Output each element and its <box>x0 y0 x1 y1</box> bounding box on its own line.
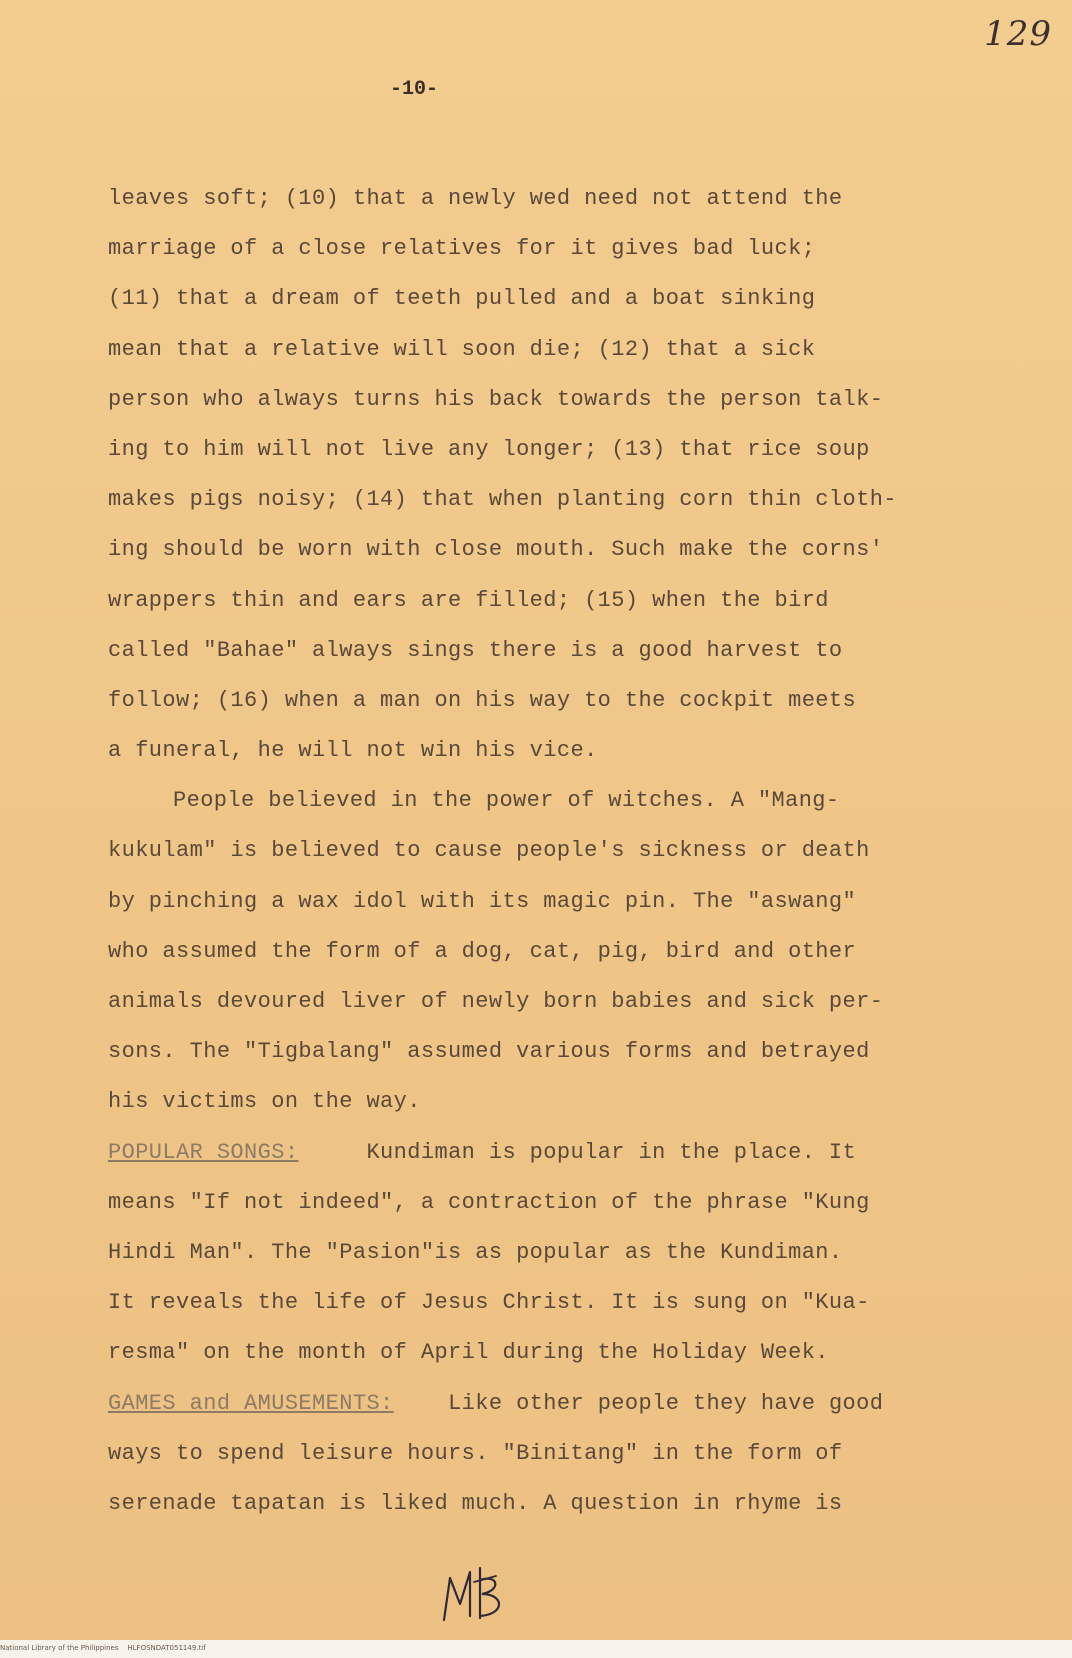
section-line-popular-songs <box>108 1128 978 1178</box>
scan-footer: National Library of the Philippines HLFOSNDAT051149.tif <box>0 1644 206 1652</box>
body-text <box>108 174 978 1529</box>
text-line: by pinching a wax idol with its magic pin. The "aswang" <box>108 888 857 914</box>
text-line: ing should be worn with close mouth. Such make the corns' <box>108 537 884 563</box>
text-line: wrappers thin and ears are filled; (15) when the bird <box>108 587 829 613</box>
text-line: makes pigs noisy; (14) that when planting corn thin cloth- <box>108 487 897 513</box>
text-line: ways to spend leisure hours. "Binitang" in the form of <box>108 1440 843 1466</box>
text-line: who assumed the form of a dog, cat, pig, bird and other <box>108 938 857 964</box>
text-line: a funeral, he will not win his vice. <box>108 738 598 764</box>
text-line: marriage of a close relatives for it gives bad luck; <box>108 236 816 262</box>
page-number: -10- <box>390 78 439 101</box>
text-line: ing to him will not live any longer; (13) that rice soup <box>108 436 870 462</box>
text-line: (11) that a dream of teeth pulled and a boat sinking <box>108 286 816 312</box>
text-line: sons. The "Tigbalang" assumed various forms and betrayed <box>108 1039 870 1065</box>
handwritten-initials <box>440 1560 520 1630</box>
section-line-games <box>108 1379 978 1429</box>
text-line: kukulam" is believed to cause people's sickness or death <box>108 838 870 864</box>
archive-number: 129 <box>984 14 1052 54</box>
heading-games-amusements: GAMES and AMUSEMENTS: <box>108 1390 394 1416</box>
heading-popular-songs: POPULAR SONGS: <box>108 1139 299 1165</box>
text-line: called "Bahae" always sings there is a good harvest to <box>108 637 843 663</box>
text-line: leaves soft; (10) that a newly wed need not attend the <box>108 186 843 211</box>
text-line: Hindi Man". The "Pasion"is as popular as the Kundiman. <box>108 1239 843 1265</box>
paragraph-start-line: People believed in the power of witches. A "Mang- <box>173 788 840 814</box>
text-line: resma" on the month of April during the Holiday Week. <box>108 1340 829 1366</box>
text-line: means "If not indeed", a contraction of the phrase "Kung <box>108 1189 870 1215</box>
text-line: mean that a relative will soon die; (12) that a sick <box>108 336 816 362</box>
text-line: follow; (16) when a man on his way to the cockpit meets <box>108 687 857 713</box>
text-segment: Kundiman is popular in the place. It <box>366 1139 857 1165</box>
text-line: It reveals the life of Jesus Christ. It is sung on "Kua- <box>108 1290 870 1316</box>
text-line: serenade tapatan is liked much. A question in rhyme is <box>108 1490 843 1516</box>
text-segment: Like other people they have good <box>448 1390 884 1416</box>
text-line: animals devoured liver of newly born babies and sick per- <box>108 989 884 1014</box>
text-line: person who always turns his back towards the person talk- <box>108 386 884 412</box>
text-line: his victims on the way. <box>108 1089 421 1115</box>
